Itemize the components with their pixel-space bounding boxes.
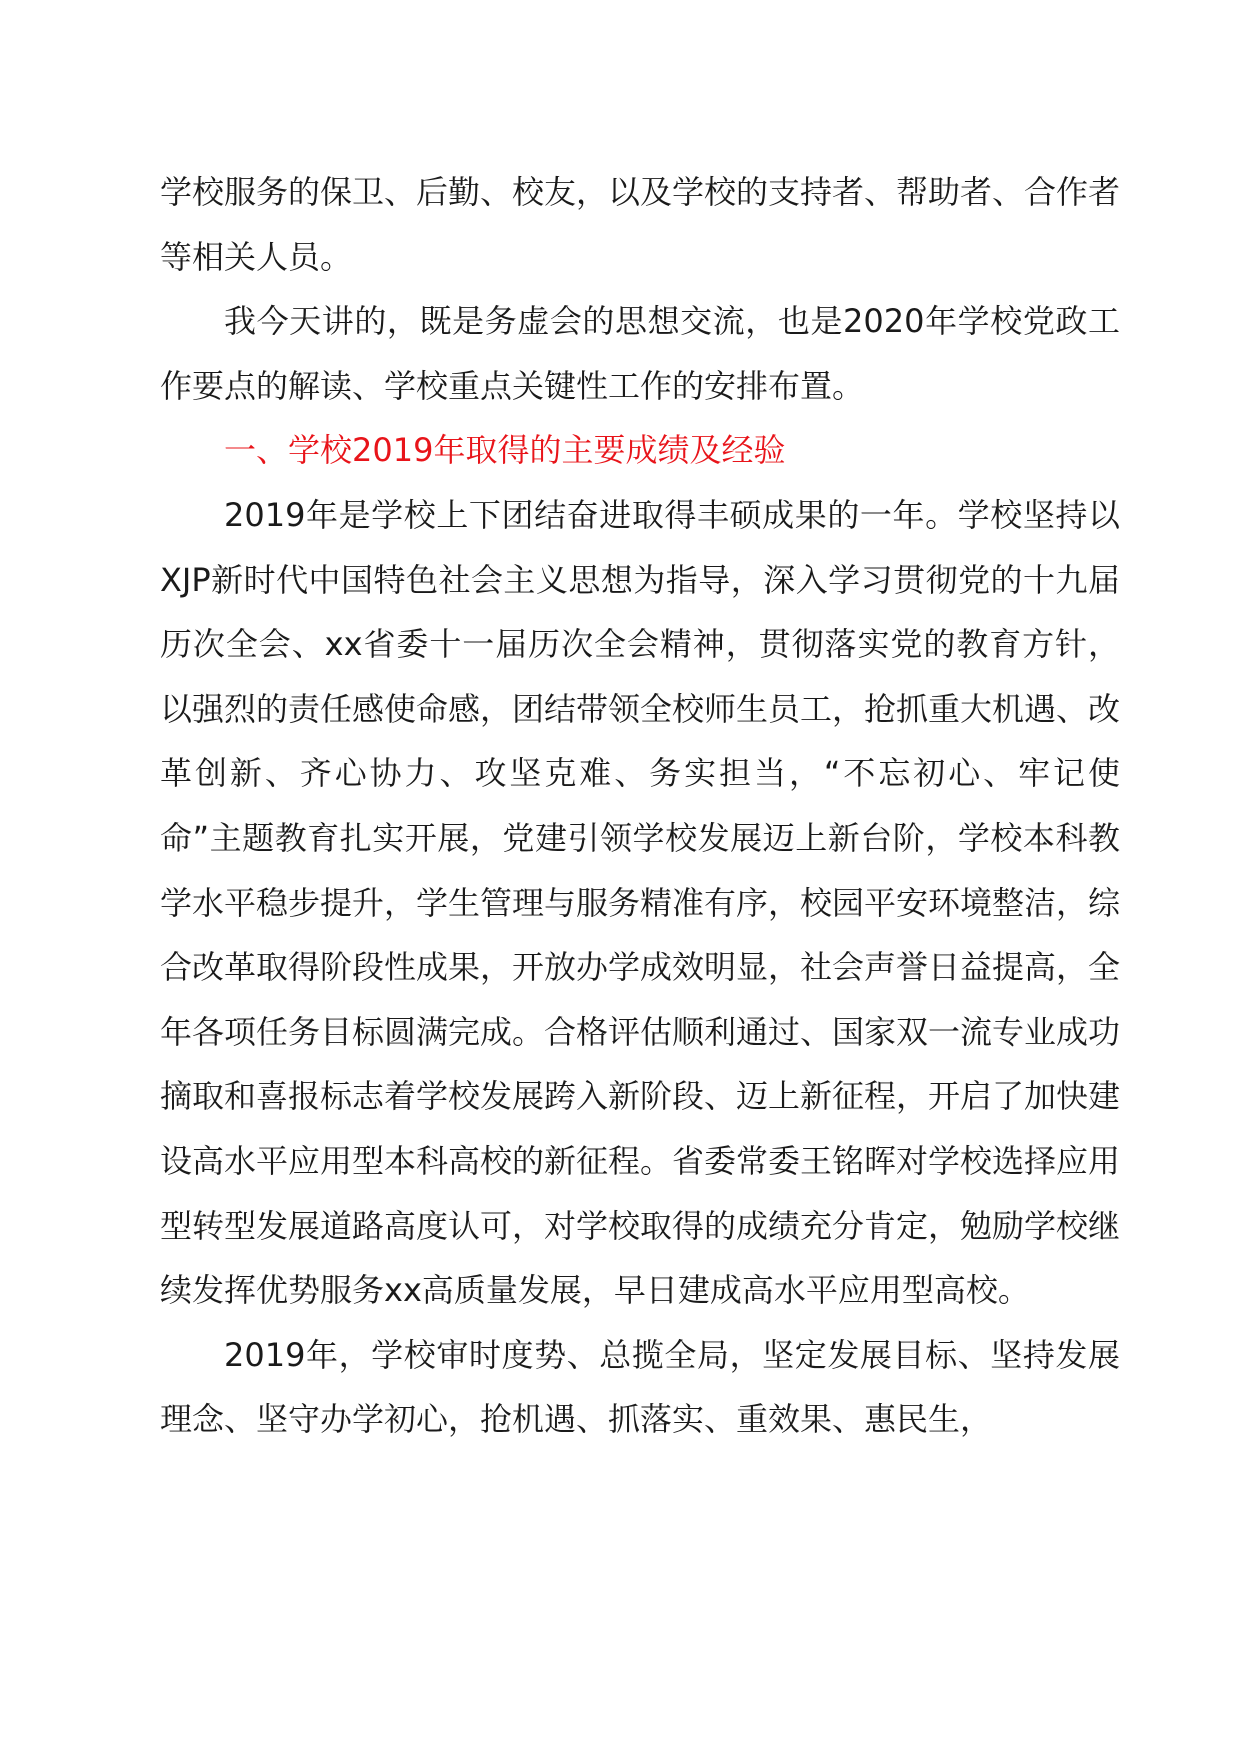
- paragraph-intro: 我今天讲的，既是务虚会的思想交流，也是2020年学校党政工作要点的解读、学校重点关键性工作的安排布置。: [160, 302, 1120, 405]
- paragraph-summary: 2019年，学校审时度势、总揽全局，坚定发展目标、坚持发展理念、坚守办学初心，抢机遇、抓落实、重效果、惠民生，: [160, 1335, 1120, 1439]
- section-heading: 一、学校2019年取得的主要成绩及经验: [224, 431, 786, 470]
- paragraph-continuation: 学校服务的保卫、后勤、校友，以及学校的支持者、帮助者、合作者等相关人员。: [160, 173, 1121, 276]
- paragraph-achievements: 2019年是学校上下团结奋进取得丰硕成果的一年。学校坚持以XJP新时代中国特色社会主义思想为指导，深入学习贯彻党的十九届历次全会、xx省委十一届历次全会精神，贯彻落实党的教育方针，以强烈的责任感使命感，团结带领全校师生员工，抢抓重大机遇、改革创新、齐心协力、攻坚克难、务实担当，“不忘初心、牢记使命”主题教育扎实开展，党建引领学校发展迈上新台阶，学校本科教学水平稳步提升，学生管理与服务精准有序，校园平安环境整洁，综合改革取得阶段性成果，开放办学成效明显，社会声誉日益提高，全年各项任务目标圆满完成。合格评估顺利通过、国家双一流专业成功摘取和喜报标志着学校发展跨入新阶段、迈上新征程，开启了加快建设高水平应用型本科高校的新征程。省委常委王铭晖对学校选择应用型转型发展道路高度认可，对学校取得的成绩充分肯定，勉励学校继续发挥优势服务xx高质量发展，早日建成高水平应用型高校。: [160, 495, 1121, 1310]
- document-page: [160, 160, 1120, 1452]
